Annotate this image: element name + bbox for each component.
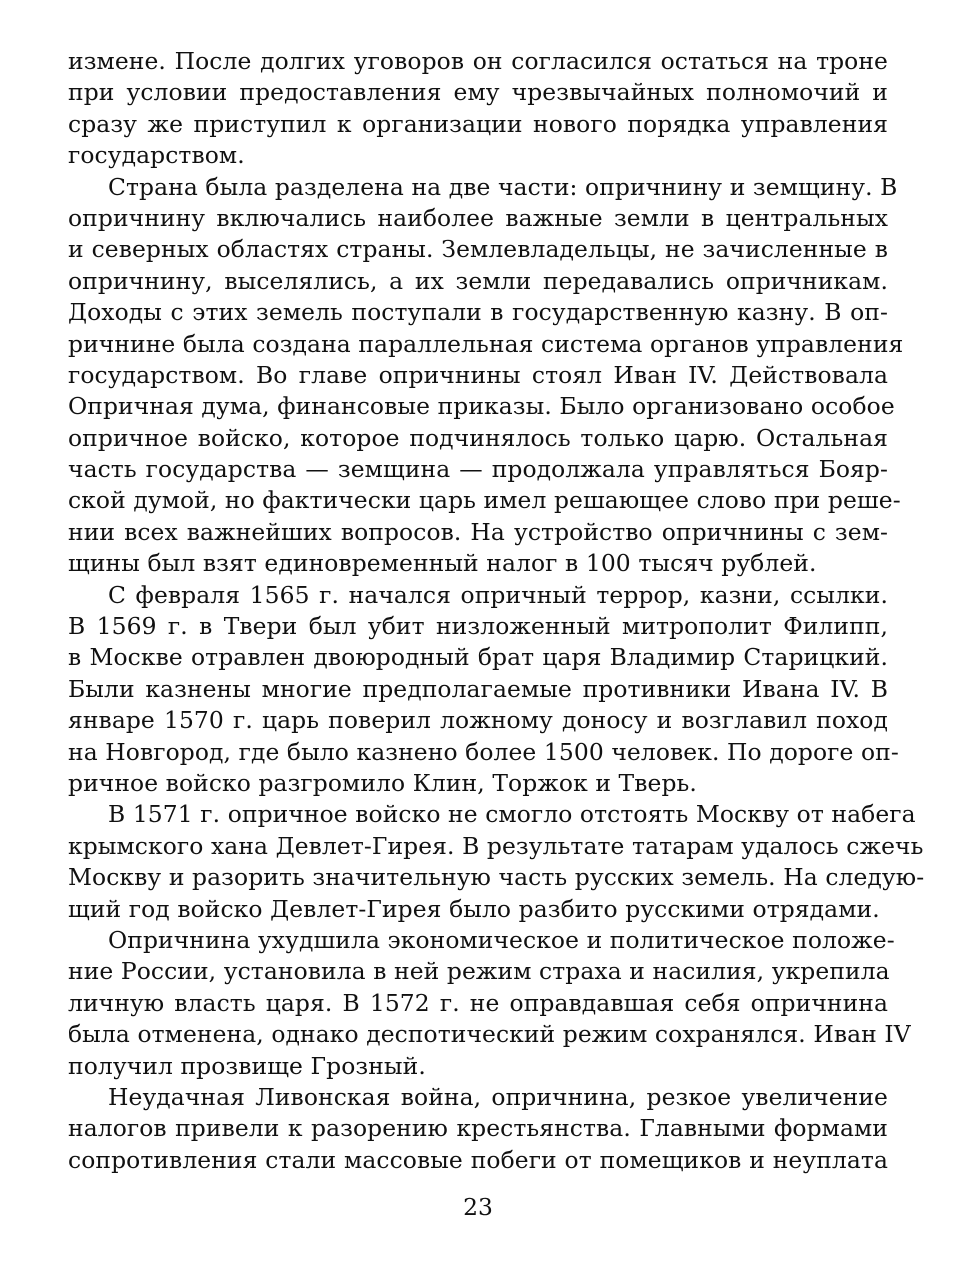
page-number: 23 — [463, 1193, 493, 1221]
text-line: при условии предоставления ему чрезвычайных полномочий и — [68, 78, 888, 107]
paragraph-6 — [68, 1082, 888, 1176]
text-line: январе 1570 г. царь поверил ложному доносу и возглавил поход — [68, 706, 888, 735]
text-line: крымского хана Девлет-Гирея. В результате татарам удалось сжечь — [68, 831, 924, 860]
text-line: Неудачная Ливонская война, опричнина, резкое увеличение — [108, 1082, 888, 1111]
text-line: Опричнина ухудшила экономическое и политическое положе- — [108, 925, 895, 954]
paragraph-4 — [68, 799, 925, 925]
text-line: измене. После долгих уговоров он согласился остаться на троне — [68, 47, 888, 75]
text-line: на Новгород, где было казнено более 1500 человек. По дороге оп- — [68, 737, 899, 766]
text-line: получил прозвище Грозный. — [68, 1051, 426, 1080]
text-line: личную власть царя. В 1572 г. не оправдавшая себя опричнина — [68, 988, 888, 1017]
text-line: сопротивления стали массовые побеги от помещиков и неуплата — [68, 1145, 888, 1174]
text-line: В 1569 г. в Твери был убит низложенный митрополит Филипп, — [68, 612, 888, 641]
text-line: С февраля 1565 г. начался опричный террор, казни, ссылки. — [108, 580, 888, 609]
text-line: в Москве отравлен двоюродный брат царя Владимир Старицкий. — [68, 643, 888, 672]
paragraph-2 — [68, 172, 904, 580]
paragraph-3 — [68, 580, 899, 800]
text-line: опричное войско, которое подчинялось только царю. Остальная — [68, 423, 888, 452]
text-line: щий год войско Девлет-Гирея было разбито русскими отрядами. — [68, 894, 880, 923]
body-text — [68, 46, 925, 1176]
text-line: и северных областях страны. Землевладельцы, не зачисленные в — [68, 235, 888, 264]
text-line: Москву и разорить значительную часть русских земель. На следую- — [68, 863, 925, 892]
paragraph-5 — [68, 925, 911, 1082]
text-line: В 1571 г. опричное войско не смогло отстоять Москву от набега — [108, 800, 916, 829]
text-line: была отменена, однако деспотический режим сохранялся. Иван IV — [68, 1020, 911, 1049]
text-line: нии всех важнейших вопросов. На устройство опричнины с зем- — [68, 517, 888, 546]
text-line: Страна была разделена на две части: опричнину и земщину. В — [108, 172, 898, 201]
text-line: Были казнены многие предполагаемые противники Ивана IV. В — [68, 674, 888, 703]
text-line: ричнине была создана параллельная система органов управления — [68, 329, 904, 358]
text-line: государством. — [68, 141, 245, 170]
paragraph-1 — [68, 46, 888, 172]
text-line: Опричная дума, финансовые приказы. Было организовано особое — [68, 392, 895, 421]
text-line: ричное войско разгромило Клин, Торжок и Тверь. — [68, 768, 697, 797]
text-line: опричнину включались наиболее важные земли в центральных — [68, 203, 888, 232]
text-line: ской думой, но фактически царь имел решающее слово при реше- — [68, 486, 901, 515]
text-line: опричнину, выселялись, а их земли передавались опричникам. — [68, 266, 888, 295]
text-line: налогов привели к разорению крестьянства. Главными формами — [68, 1114, 888, 1143]
text-line: государством. Во главе опричнины стоял Иван IV. Действовала — [68, 360, 888, 389]
text-line: часть государства — земщина — продолжала управляться Бояр- — [68, 455, 888, 484]
text-line: щины был взят единовременный налог в 100 тысяч рублей. — [68, 549, 817, 578]
text-line: Доходы с этих земель поступали в государственную казну. В оп- — [68, 298, 888, 327]
text-line: ние России, установила в ней режим страха и насилия, укрепила — [68, 957, 890, 986]
text-line: сразу же приступил к организации нового порядка управления — [68, 109, 888, 138]
